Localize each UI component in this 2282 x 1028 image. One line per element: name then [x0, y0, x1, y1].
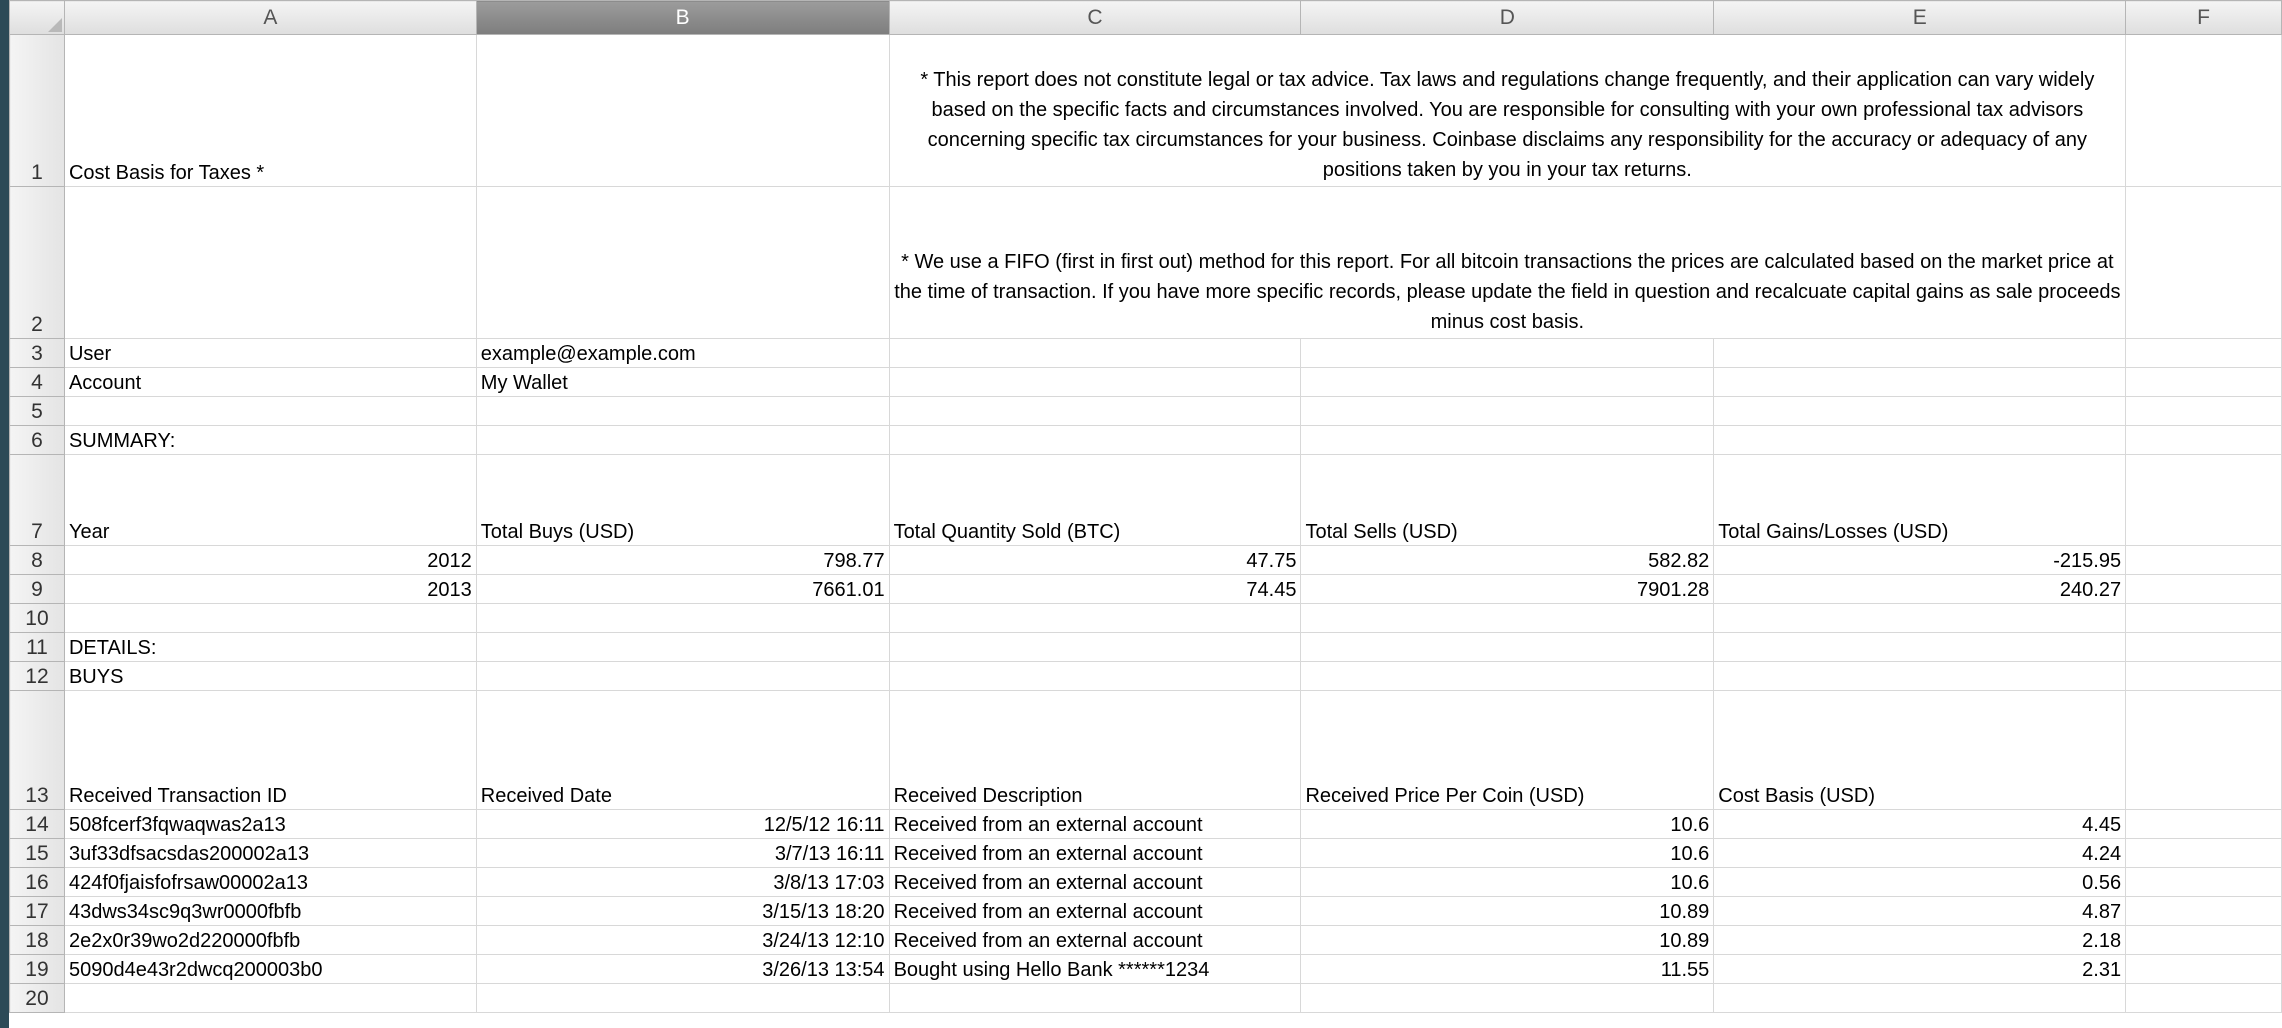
description-cell[interactable]: Received from an external account: [889, 839, 1301, 868]
summary-cell[interactable]: 2012: [64, 546, 476, 575]
cell-a2[interactable]: [64, 187, 476, 339]
buys-label[interactable]: BUYS: [64, 662, 476, 691]
cost-basis-cell[interactable]: 4.87: [1714, 897, 2126, 926]
summary-cell[interactable]: 47.75: [889, 546, 1301, 575]
cost-basis-cell[interactable]: 2.18: [1714, 926, 2126, 955]
cost-basis-cell[interactable]: 0.56: [1714, 868, 2126, 897]
date-cell[interactable]: 3/15/13 18:20: [476, 897, 889, 926]
transaction-id-cell[interactable]: 5090d4e43r2dwcq200003b0: [64, 955, 476, 984]
price-cell[interactable]: 10.6: [1301, 810, 1714, 839]
description-cell[interactable]: Received from an external account: [889, 897, 1301, 926]
column-header-c[interactable]: C: [889, 1, 1301, 35]
row-header[interactable]: 13: [10, 691, 65, 810]
buys-header-cell[interactable]: Received Transaction ID: [64, 691, 476, 810]
transaction-id-cell[interactable]: 43dws34sc9q3wr0000fbfb: [64, 897, 476, 926]
select-all-corner[interactable]: [10, 1, 65, 35]
description-cell[interactable]: Received from an external account: [889, 810, 1301, 839]
transaction-id-cell[interactable]: 424f0fjaisfofrsaw00002a13: [64, 868, 476, 897]
row-header[interactable]: 5: [10, 397, 65, 426]
price-cell[interactable]: 11.55: [1301, 955, 1714, 984]
summary-header-cell[interactable]: Total Gains/Losses (USD): [1714, 455, 2126, 546]
column-header-d[interactable]: D: [1301, 1, 1714, 35]
cost-basis-cell[interactable]: 4.45: [1714, 810, 2126, 839]
cell-a1[interactable]: Cost Basis for Taxes *: [64, 35, 476, 187]
summary-header-cell[interactable]: Year: [64, 455, 476, 546]
summary-header-cell[interactable]: Total Sells (USD): [1301, 455, 1714, 546]
cell-b1[interactable]: [476, 35, 889, 187]
summary-header-cell[interactable]: Total Buys (USD): [476, 455, 889, 546]
row-header[interactable]: 14: [10, 810, 65, 839]
account-name-cell[interactable]: My Wallet: [476, 368, 889, 397]
summary-cell[interactable]: 798.77: [476, 546, 889, 575]
date-cell[interactable]: 3/24/13 12:10: [476, 926, 889, 955]
summary-cell[interactable]: 7901.28: [1301, 575, 1714, 604]
description-cell[interactable]: Bought using Hello Bank ******1234: [889, 955, 1301, 984]
date-cell[interactable]: 12/5/12 16:11: [476, 810, 889, 839]
date-cell[interactable]: 3/26/13 13:54: [476, 955, 889, 984]
row-header[interactable]: 7: [10, 455, 65, 546]
row-header[interactable]: 17: [10, 897, 65, 926]
cell-f2[interactable]: [2126, 187, 2282, 339]
summary-cell[interactable]: 7661.01: [476, 575, 889, 604]
date-cell[interactable]: 3/8/13 17:03: [476, 868, 889, 897]
worksheet-table: [9, 0, 2282, 1013]
details-label[interactable]: DETAILS:: [64, 633, 476, 662]
row-header[interactable]: 20: [10, 984, 65, 1013]
spreadsheet-grid: [9, 0, 2282, 1028]
column-header-a[interactable]: A: [64, 1, 476, 35]
buys-header-cell[interactable]: Received Description: [889, 691, 1301, 810]
price-cell[interactable]: 10.6: [1301, 839, 1714, 868]
summary-header-cell[interactable]: Total Quantity Sold (BTC): [889, 455, 1301, 546]
fifo-note[interactable]: * We use a FIFO (first in first out) method for this report. For all bitcoin transactions the prices are calculated based on the market price at the time of transaction. If you have more specific records, please update the field in question and recalcuate capital gains as sale proceeds minus cost basis.: [889, 187, 2126, 339]
row-header[interactable]: 9: [10, 575, 65, 604]
buys-header-cell[interactable]: Received Date: [476, 691, 889, 810]
column-header-e[interactable]: E: [1714, 1, 2126, 35]
summary-cell[interactable]: 582.82: [1301, 546, 1714, 575]
buys-header-cell[interactable]: Received Price Per Coin (USD): [1301, 691, 1714, 810]
column-header-b[interactable]: B: [476, 1, 889, 35]
row-header[interactable]: 1: [10, 35, 65, 187]
price-cell[interactable]: 10.89: [1301, 926, 1714, 955]
summary-cell[interactable]: 240.27: [1714, 575, 2126, 604]
row-header[interactable]: 6: [10, 426, 65, 455]
row-header[interactable]: 2: [10, 187, 65, 339]
disclaimer-note[interactable]: * This report does not constitute legal or tax advice. Tax laws and regulations change frequently, and their application can vary widely based on the specific facts and circumstances involved. You are responsible for consulting with your own professional tax advisors concerning specific tax circumstances for your business. Coinbase disclaims any responsibility for the accuracy or adequacy of any positions taken by you in your tax returns.: [889, 35, 2126, 187]
transaction-id-cell[interactable]: 3uf33dfsacsdas200002a13: [64, 839, 476, 868]
cost-basis-cell[interactable]: 2.31: [1714, 955, 2126, 984]
transaction-id-cell[interactable]: 508fcerf3fqwaqwas2a13: [64, 810, 476, 839]
row-header[interactable]: 10: [10, 604, 65, 633]
row-header[interactable]: 19: [10, 955, 65, 984]
summary-cell[interactable]: -215.95: [1714, 546, 2126, 575]
row-header[interactable]: 12: [10, 662, 65, 691]
cell-b2[interactable]: [476, 187, 889, 339]
summary-label[interactable]: SUMMARY:: [64, 426, 476, 455]
date-cell[interactable]: 3/7/13 16:11: [476, 839, 889, 868]
row-header[interactable]: 11: [10, 633, 65, 662]
summary-cell[interactable]: 2013: [64, 575, 476, 604]
transaction-id-cell[interactable]: 2e2x0r39wo2d220000fbfb: [64, 926, 476, 955]
price-cell[interactable]: 10.89: [1301, 897, 1714, 926]
price-cell[interactable]: 10.6: [1301, 868, 1714, 897]
cell-f1[interactable]: [2126, 35, 2282, 187]
row-header[interactable]: 15: [10, 839, 65, 868]
column-header-f[interactable]: F: [2126, 1, 2282, 35]
summary-cell[interactable]: 74.45: [889, 575, 1301, 604]
buys-header-cell[interactable]: Cost Basis (USD): [1714, 691, 2126, 810]
row-header[interactable]: 16: [10, 868, 65, 897]
description-cell[interactable]: Received from an external account: [889, 868, 1301, 897]
row-header[interactable]: 3: [10, 339, 65, 368]
cost-basis-cell[interactable]: 4.24: [1714, 839, 2126, 868]
description-cell[interactable]: Received from an external account: [889, 926, 1301, 955]
cell-a3[interactable]: User: [64, 339, 476, 368]
row-header[interactable]: 4: [10, 368, 65, 397]
row-header[interactable]: 18: [10, 926, 65, 955]
cell-a4[interactable]: Account: [64, 368, 476, 397]
user-email-cell[interactable]: example@example.com: [476, 339, 889, 368]
row-header[interactable]: 8: [10, 546, 65, 575]
